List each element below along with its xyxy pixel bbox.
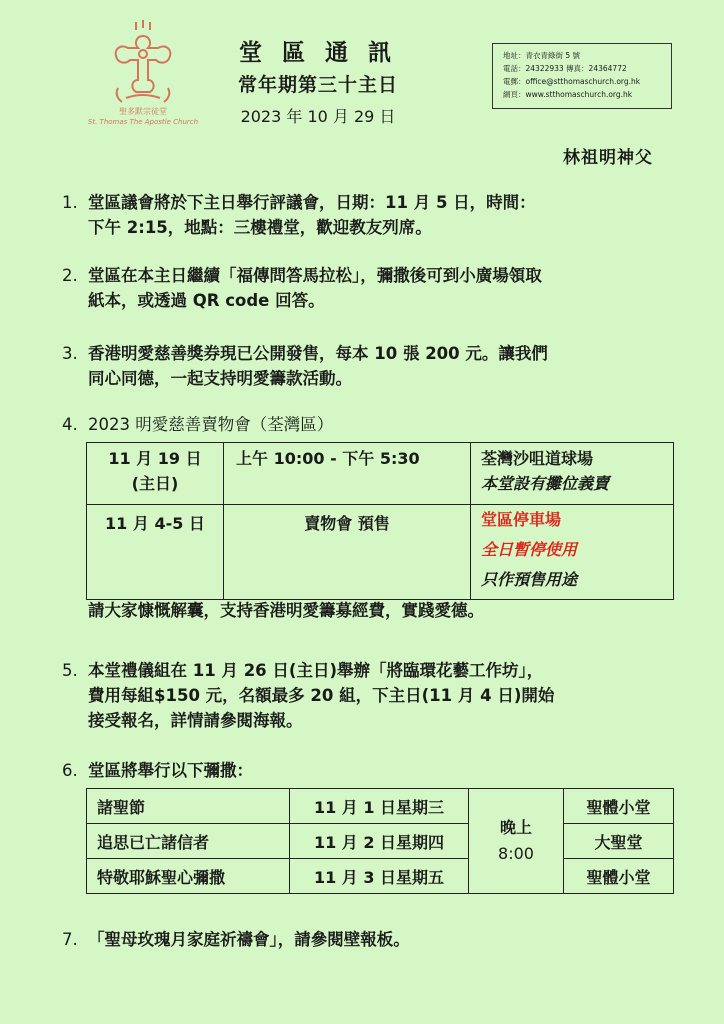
presale-event-cell: [224, 505, 471, 600]
table-row: [87, 859, 674, 894]
notice-line: 堂區將舉行以下彌撒：: [88, 761, 253, 780]
presale-date-cell: [87, 505, 224, 600]
notice-line: 堂區在本主日繼續「福傳問答馬拉松」，彌撒後可到小廣場領取: [88, 266, 542, 285]
charity-date: 11 月 19 日: [108, 449, 202, 468]
notice-line: 本堂禮儀組在 11 月 26 日(主日)舉辦「將臨環花藝工作坊」，: [88, 661, 544, 680]
mass-time: 晚上: [499, 818, 532, 837]
notice-line: 接受報名，詳情請參閱海報。: [88, 711, 303, 730]
mass-name: 特敬耶穌聖心彌撒: [87, 859, 290, 894]
table-row: [87, 789, 674, 824]
notice-number: 1.: [62, 193, 78, 212]
notice-number: 2.: [62, 266, 78, 285]
notice-item-6: [62, 758, 672, 783]
charity-time-cell: [224, 443, 471, 505]
charity-time: 上午 10:00 - 下午 5:30: [236, 449, 420, 468]
table-row: [87, 443, 674, 505]
mass-venue: 聖體小堂: [564, 789, 674, 824]
mass-time-cell: [469, 789, 564, 894]
notice-number: 6.: [62, 761, 78, 780]
notice-line: 同心同德，一起支持明愛籌款活動。: [88, 369, 352, 388]
contact-phone: 電話：24322933 傳真：24364772: [503, 64, 627, 73]
notice-line: 堂區議會將於下主日舉行評議會，日期：11 月 5 日，時間：: [88, 193, 536, 212]
contact-web: 網頁：www.stthomaschurch.org.hk: [503, 90, 633, 99]
notice-item-4: [62, 412, 672, 437]
contact-email: 電郵：office@stthomaschurch.org.hk: [503, 77, 641, 86]
mass-schedule-table: [86, 788, 674, 894]
charity-sale-table: [86, 442, 674, 600]
notice-number: 3.: [62, 344, 78, 363]
presale-place: 堂區停車場: [481, 510, 562, 529]
charity-place-note: 本堂設有攤位義賣: [481, 474, 610, 493]
notice-number: 4.: [62, 415, 78, 434]
presale-place-note: 只作預售用途: [481, 570, 578, 589]
charity-date-cell: [87, 443, 224, 505]
mass-venue: 大聖堂: [564, 824, 674, 859]
cross-logo-icon: [78, 18, 208, 108]
presale-place-note: 全日暫停使用: [481, 540, 578, 559]
issue-date: 2023 年 10 月 29 日: [240, 107, 396, 126]
charity-place: 荃灣沙咀道球場: [481, 449, 594, 468]
notice-line: 下午 2:15，地點：三樓禮堂，歡迎教友列席。: [88, 218, 432, 237]
notice-item-1: [62, 190, 672, 240]
notice-number: 5.: [62, 661, 78, 680]
church-logo: [78, 18, 208, 128]
table-row: [87, 505, 674, 600]
charity-date-sub: (主日): [131, 474, 179, 493]
mass-date: 11 月 1 日星期三: [290, 789, 469, 824]
table-row: [87, 824, 674, 859]
contact-address: 地址：青衣青綠街 5 號: [503, 51, 581, 60]
charity-note: 請大家慷慨解囊，支持香港明愛籌募經費，實踐愛德。: [88, 601, 484, 620]
mass-time-value: 8:00: [498, 844, 534, 863]
notice-number: 7.: [62, 930, 78, 949]
mass-date: 11 月 2 日星期四: [290, 824, 469, 859]
notice-line: 費用每組$150 元，名額最多 20 組，下主日(11 月 4 日)開始: [88, 686, 555, 705]
notice-item-5: [62, 658, 672, 733]
presale-event: 賣物會 預售: [304, 514, 390, 533]
mass-name: 追思已亡諸信者: [87, 824, 290, 859]
newsletter-title: 堂 區 通 訊: [238, 40, 398, 66]
priest-name: 林祖明神父: [563, 148, 653, 168]
mass-date: 11 月 3 日星期五: [290, 859, 469, 894]
logo-chinese-name: 聖多默宗徒堂: [119, 107, 167, 116]
presale-place-cell: [471, 505, 674, 600]
liturgical-sunday: 常年期第三十主日: [237, 74, 398, 96]
notice-line: 香港明愛慈善獎券現已公開發售，每本 10 張 200 元。讓我們: [88, 344, 548, 363]
notice-line: 紙本，或透過 QR code 回答。: [88, 291, 325, 310]
presale-date: 11 月 4-5 日: [105, 514, 205, 533]
notice-line: 2023 明愛慈善賣物會（荃灣區）: [88, 415, 334, 434]
charity-place-cell: [471, 443, 674, 505]
notice-item-7: [62, 927, 672, 952]
notice-item-3: [62, 341, 672, 391]
notice-item-2: [62, 263, 672, 313]
notice-line: 「聖母玫瑰月家庭祈禱會」，請參閱壁報板。: [88, 930, 410, 949]
contact-box: [492, 43, 672, 109]
logo-english-name: St. Thomas The Apostle Church: [87, 118, 199, 126]
mass-venue: 聖體小堂: [564, 859, 674, 894]
mass-name: 諸聖節: [87, 789, 290, 824]
